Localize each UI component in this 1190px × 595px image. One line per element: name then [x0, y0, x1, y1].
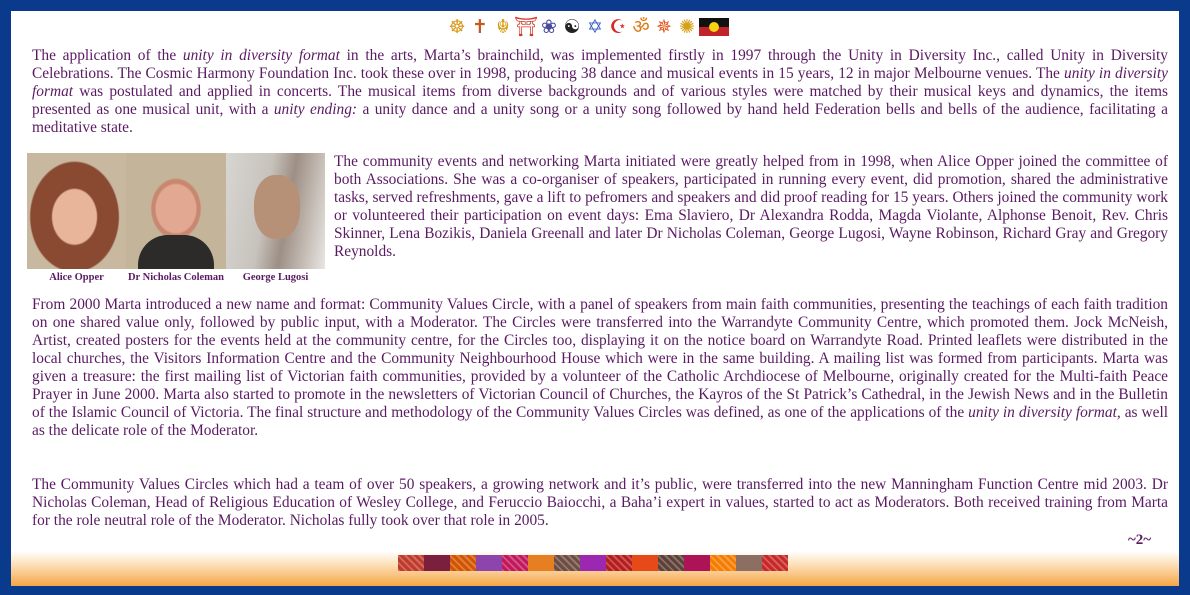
- textile-swatch: [528, 555, 554, 571]
- page-number: ~2~: [1128, 532, 1152, 548]
- faith-symbols-banner: [446, 12, 729, 42]
- p4-text: The Community Values Circles which had a team of over 50 speakers, a growing network and it’s public, were transferred into the new Manningham Function Centre mid 2003. Dr Nicholas Coleman, Head of Religious Education of Wesley College, and Feruccio Baiocchi, a Baha’i expert in values, started to act as Moderators. Both received training from Marta for the role neutral role of the Moderator. Nicholas fully took over that role in 2005.: [32, 476, 1168, 529]
- crescent-star-icon: ☪: [609, 15, 627, 38]
- photo-nicholas-coleman: [126, 153, 226, 269]
- p3-italic-1: unity in diversity format: [968, 404, 1117, 421]
- lotus-icon: ❀: [541, 15, 557, 38]
- textile-swatch: [580, 555, 606, 571]
- om-icon: ॐ: [632, 15, 650, 38]
- textile-swatch: [684, 555, 710, 571]
- yin-yang-icon: ☯: [563, 15, 581, 38]
- p2-text: The community events and networking Marta initiated were greatly helped from in 1998, when Alice Opper joined the committee of both Associations. She was a co-organiser of speakers, participated in running every event, did promotion, shared the administrative tasks, served refreshments, gave a lift to pefromers and speakers and did proof reading for 15 years. Others joined the community work or volunteered their participation on event days: Ema Slaviero, Dr Alexandra Rodda, Magda Violante, Alphonse Benoit, Rev. Chris Skinner, Lena Bozikis, Daniela Greenall and later Dr Nicholas Coleman, George Lugosi, Wayne Robinson, Richard Gray and Gregory Reynolds.: [334, 153, 1168, 260]
- p1-text-3: was postulated and applied in concerts. The musical items from diverse backgrounds and of various styles were matched by their musical keys and dynamics, the items presented as one musical unit, with a: [32, 83, 1168, 118]
- torii-icon: ⛩: [513, 15, 539, 38]
- paragraph-community-events: [334, 153, 1168, 261]
- photo-george-lugosi: [226, 153, 325, 269]
- p1-text-1: The application of the: [32, 47, 183, 64]
- caption-alice-opper: Alice Opper: [49, 272, 104, 283]
- p1-italic-2: unity in diversity format: [32, 65, 1169, 100]
- photo-captions: [27, 272, 325, 283]
- star-of-david-icon: ✡: [587, 15, 603, 38]
- cross-icon: ✝: [472, 15, 488, 38]
- textile-swatch: [450, 555, 476, 571]
- textile-swatch: [476, 555, 502, 571]
- textile-swatch: [632, 555, 658, 571]
- textile-swatch: [554, 555, 580, 571]
- caption-nicholas-coleman: Dr Nicholas Coleman: [127, 272, 225, 283]
- khanda-icon: ☬: [496, 15, 510, 38]
- paragraph-manningham-function-centre: [32, 476, 1168, 530]
- bahai-star-icon: ✵: [656, 15, 672, 38]
- dharma-wheel-icon: ☸: [448, 15, 466, 38]
- p1-italic-3: unity ending:: [273, 101, 358, 118]
- textile-swatch: [736, 555, 762, 571]
- caption-george-lugosi: George Lugosi: [242, 272, 309, 283]
- textile-swatch: [398, 555, 424, 571]
- p1-text-2: in the arts, Marta’s brainchild, was implemented firstly in 1997 through the Unity in Diversity Inc., called Unity in Diversity Celebrations. The Cosmic Harmony Foundation Inc. took these over in 1998, producing 38 dance and musical events in 15 years, 12 in major Melbourne venues. The: [32, 47, 1168, 82]
- p3-text-2: , as well as the delicate role of the Moderator.: [32, 404, 1168, 439]
- photo-alice-opper: [27, 153, 126, 269]
- textile-swatch: [424, 555, 450, 571]
- aboriginal-flag-icon: [699, 18, 729, 36]
- textile-swatch: [606, 555, 632, 571]
- photo-row: [27, 153, 325, 269]
- p3-text-1: From 2000 Marta introduced a new name and format: Community Values Circle, with a panel of speakers from main faith communities, presenting the teachings of each faith tradition on one shared value only, followed by public input, with a Moderator. The Circles were transferred into the Warrandyte Community Centre, which promoted them. Jock McNeish, Artist, created posters for the events held at the community centre, for the Circles too, displaying it on the notice board on Warrandyte Road. Printed leaflets were distributed in the local churches, the Visitors Information Centre and the Community Neighbourhood House which were in the same building. A mailing list was formed from participants. Marta was given a treasure: the first mailing list of Victorian faith communities, provided by a volunteer of the Catholic Archdiocese of Melbourne, originally created for the Multi-faith Peace Prayer in June 2000. Marta also started to promote in the newsletters of Victorian Council of Churches, the Kayros of the St Patrick’s Cathedral, in the Jewish News and in the Bulletin of the Islamic Council of Victoria. The final structure and methodology of the Community Values Circles was defined, as one of the applications of the: [32, 296, 1168, 421]
- textile-swatch: [658, 555, 684, 571]
- paragraph-unity-in-diversity: [32, 47, 1168, 137]
- textile-swatch: [710, 555, 736, 571]
- sun-icon: ✺: [679, 15, 695, 38]
- p1-italic-1: unity in diversity format: [182, 47, 340, 64]
- textile-swatch: [502, 555, 528, 571]
- paragraph-community-values-circle: [32, 296, 1168, 440]
- p1-text-4: a unity dance and a unity song or a unity song followed by hand held Federation bells and bells of the audience, facilitating a meditative state.: [32, 101, 1168, 136]
- textile-swatch: [762, 555, 788, 571]
- textile-strip: [398, 555, 788, 571]
